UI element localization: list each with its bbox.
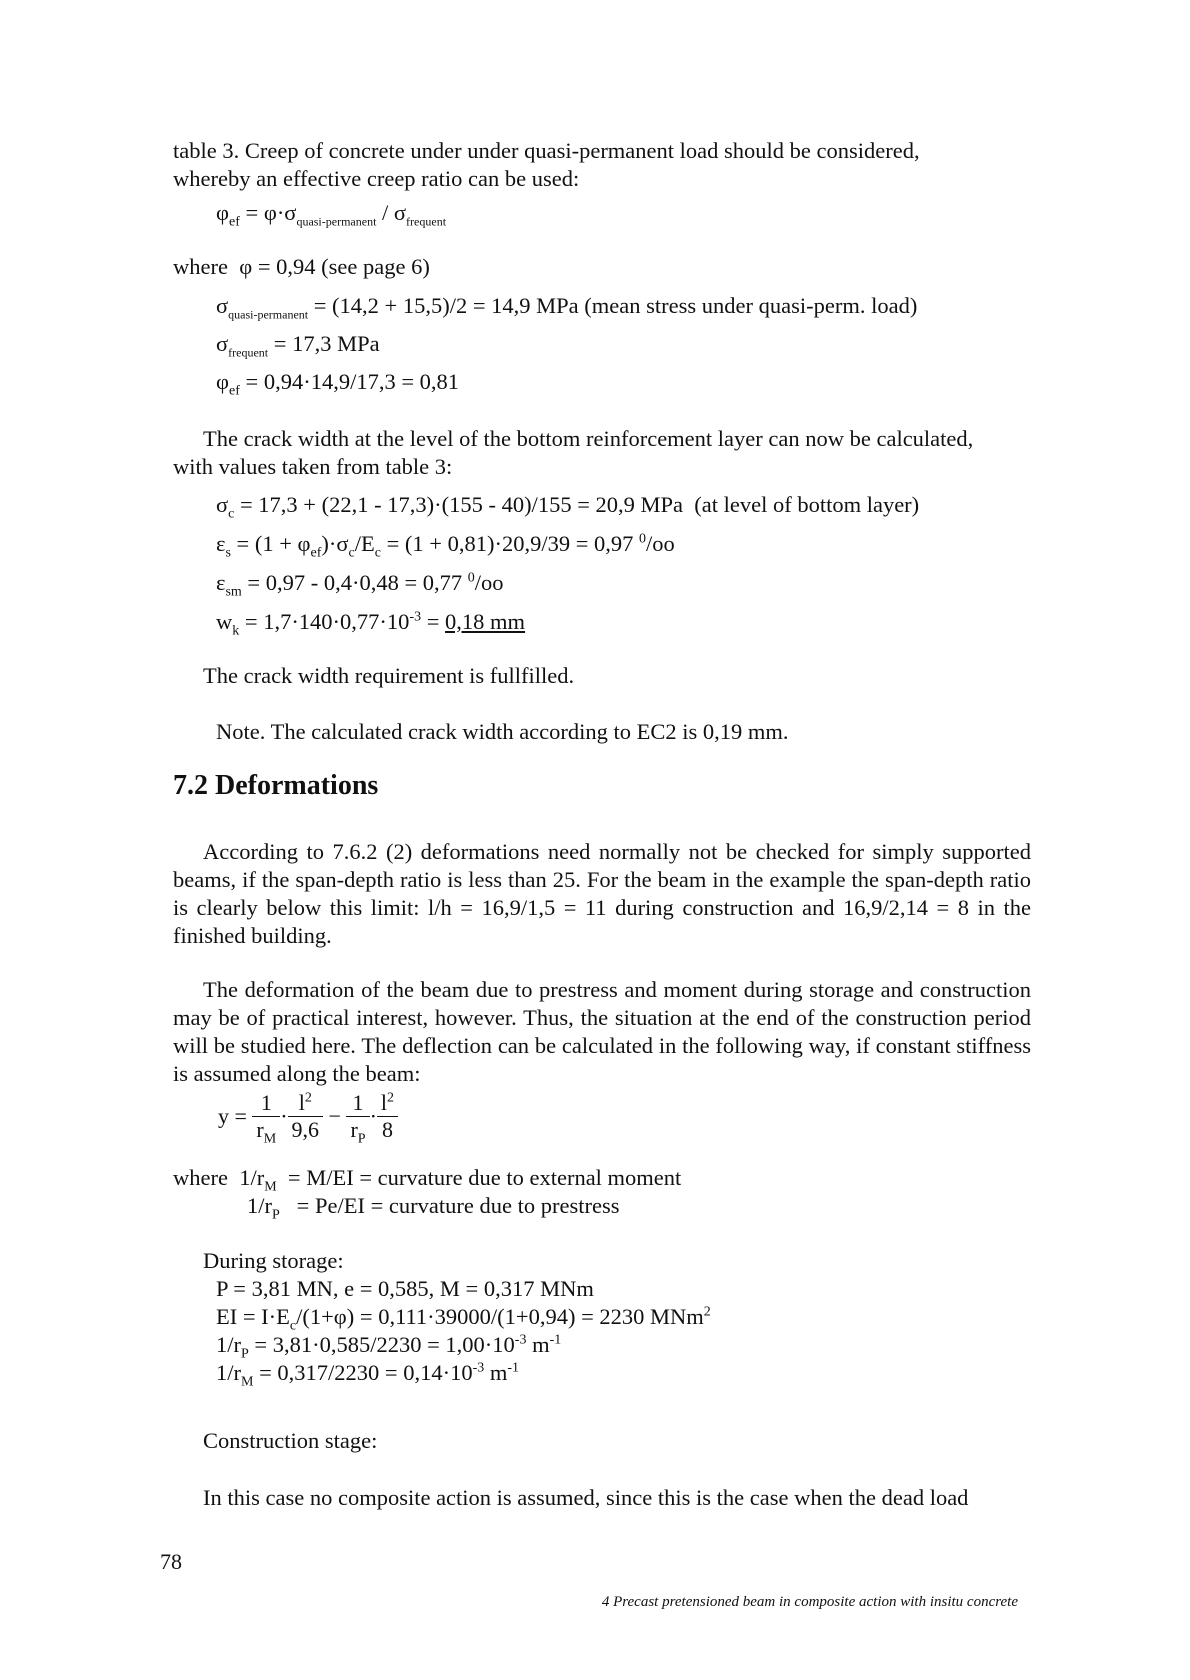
crack-width-line-2: with values taken from table 3: — [173, 454, 453, 479]
chapter-footer: 4 Precast pretensioned beam in composite action with insitu concrete — [601, 1594, 1018, 1610]
crack-width-line-1: The crack width at the level of the bottom reinforcement layer can now be calculated, — [203, 426, 974, 451]
sigma-c-equation: $\sigma_c = 17,3 + (22,1 - 17,3)\cdot(155 - 40)/155 = 20,9$ MPa (at level of bottom layer) — [216, 492, 920, 522]
eps-s-equation: $\varepsilon_s = (1 + \varphi_{ef})\cdot\sigma_c/E_c = (1 + 0,81)\cdot 20,9/39 = 0,97$ $^0$/oo — [216, 531, 675, 561]
intro-line-2: whereby an effective creep ratio can be used: — [173, 166, 580, 191]
where-phi-line: where φ = 0,94 (see page 6) — [173, 254, 430, 279]
intro-paragraph — [173, 137, 1031, 193]
storage-title: During storage: — [203, 1248, 344, 1273]
span-depth-paragraph: According to 7.6.2 (2) deformations need normally not be checked for simply supported beams, if the span-depth ratio is less than 25. For the beam in the example the span-depth ratio is clearly below this limit: l/h = 16,9/1,5 = 11 during construction and 16,9/2,14 = 8 in the finished building. — [173, 839, 1031, 948]
intro-line-1: table 3. Creep of concrete under under quasi-permanent load should be considered, — [173, 138, 920, 163]
construction-stage-title: Construction stage: — [203, 1428, 378, 1453]
page-number: 78 — [160, 1549, 182, 1574]
storage-line-2: EI = $I\cdot E_c/(1+\varphi) = 0,111\cdot 39000/(1+0,94) = 2230$ MNm$^2$ — [216, 1304, 711, 1334]
where-curvature-moment: where $1/r_M = M/EI$ = curvature due to external moment — [173, 1165, 682, 1195]
section-heading: 7.2 Deformations — [173, 770, 379, 801]
storage-line-3: $1/r_P = 3,81\cdot 0,585/2230 = 1,00\cdot 10^{-3}$ $m^{-1}$ — [216, 1332, 562, 1362]
deflection-formula: y = $\frac{1}{r_M}$ · $\frac{l^2}{9,6}$ − $\frac{1}{r_P}$ · $\frac{l^2}{8}$ — [218, 1090, 518, 1143]
deformation-paragraph: The deformation of the beam due to prestress and moment during storage and construction may be of practical interest, however. Thus, the situation at the end of the construction period will be studied here. The deflection can be calculated in the following way, if constant stiffness is assumed along the beam: — [173, 977, 1031, 1086]
storage-line-4: $1/r_M = 0,317/2230 = 0,14\cdot 10^{-3}$ $m^{-1}$ — [216, 1360, 520, 1390]
where-curvature-prestress: $1/r_P$ = Pe/EI = curvature due to prestress — [247, 1193, 620, 1223]
eps-sm-equation: $\varepsilon_{sm} = 0,97 - 0,4\cdot 0,48 = 0,77$ $^0$/oo — [216, 570, 504, 600]
phi-ef-equation: $\varphi_{ef} = 0,94\cdot 14,9/17,3 = 0,81$ — [216, 369, 460, 399]
effective-creep-equation: $\varphi_{ef} = \varphi\cdot\sigma_{quasi-permanent} / \sigma_{frequent}$ — [216, 200, 447, 230]
fulfilled-sentence: The crack width requirement is fullfilled. — [203, 663, 575, 688]
sigma-quasi-permanent-equation: $\sigma_{quasi-permanent} = (14,2 + 15,5)/2 = 14,9$ MPa (mean stress under quasi-perm. load) — [216, 293, 918, 322]
sigma-frequent-equation: $\sigma_{frequent} = 17,3$ MPa — [216, 331, 380, 360]
storage-line-1: P = 3,81 MN, e = 0,585, M = 0,317 MNm — [216, 1276, 594, 1301]
composite-action-sentence: In this case no composite action is assumed, since this is the case when the dead load — [203, 1485, 969, 1510]
crack-width-paragraph — [173, 425, 1031, 481]
ec2-note: Note. The calculated crack width according to EC2 is 0,19 mm. — [216, 719, 789, 744]
wk-equation: $w_k = 1,7\cdot 140\cdot 0,77\cdot 10^{-3} = 0,18$ mm — [216, 609, 526, 639]
